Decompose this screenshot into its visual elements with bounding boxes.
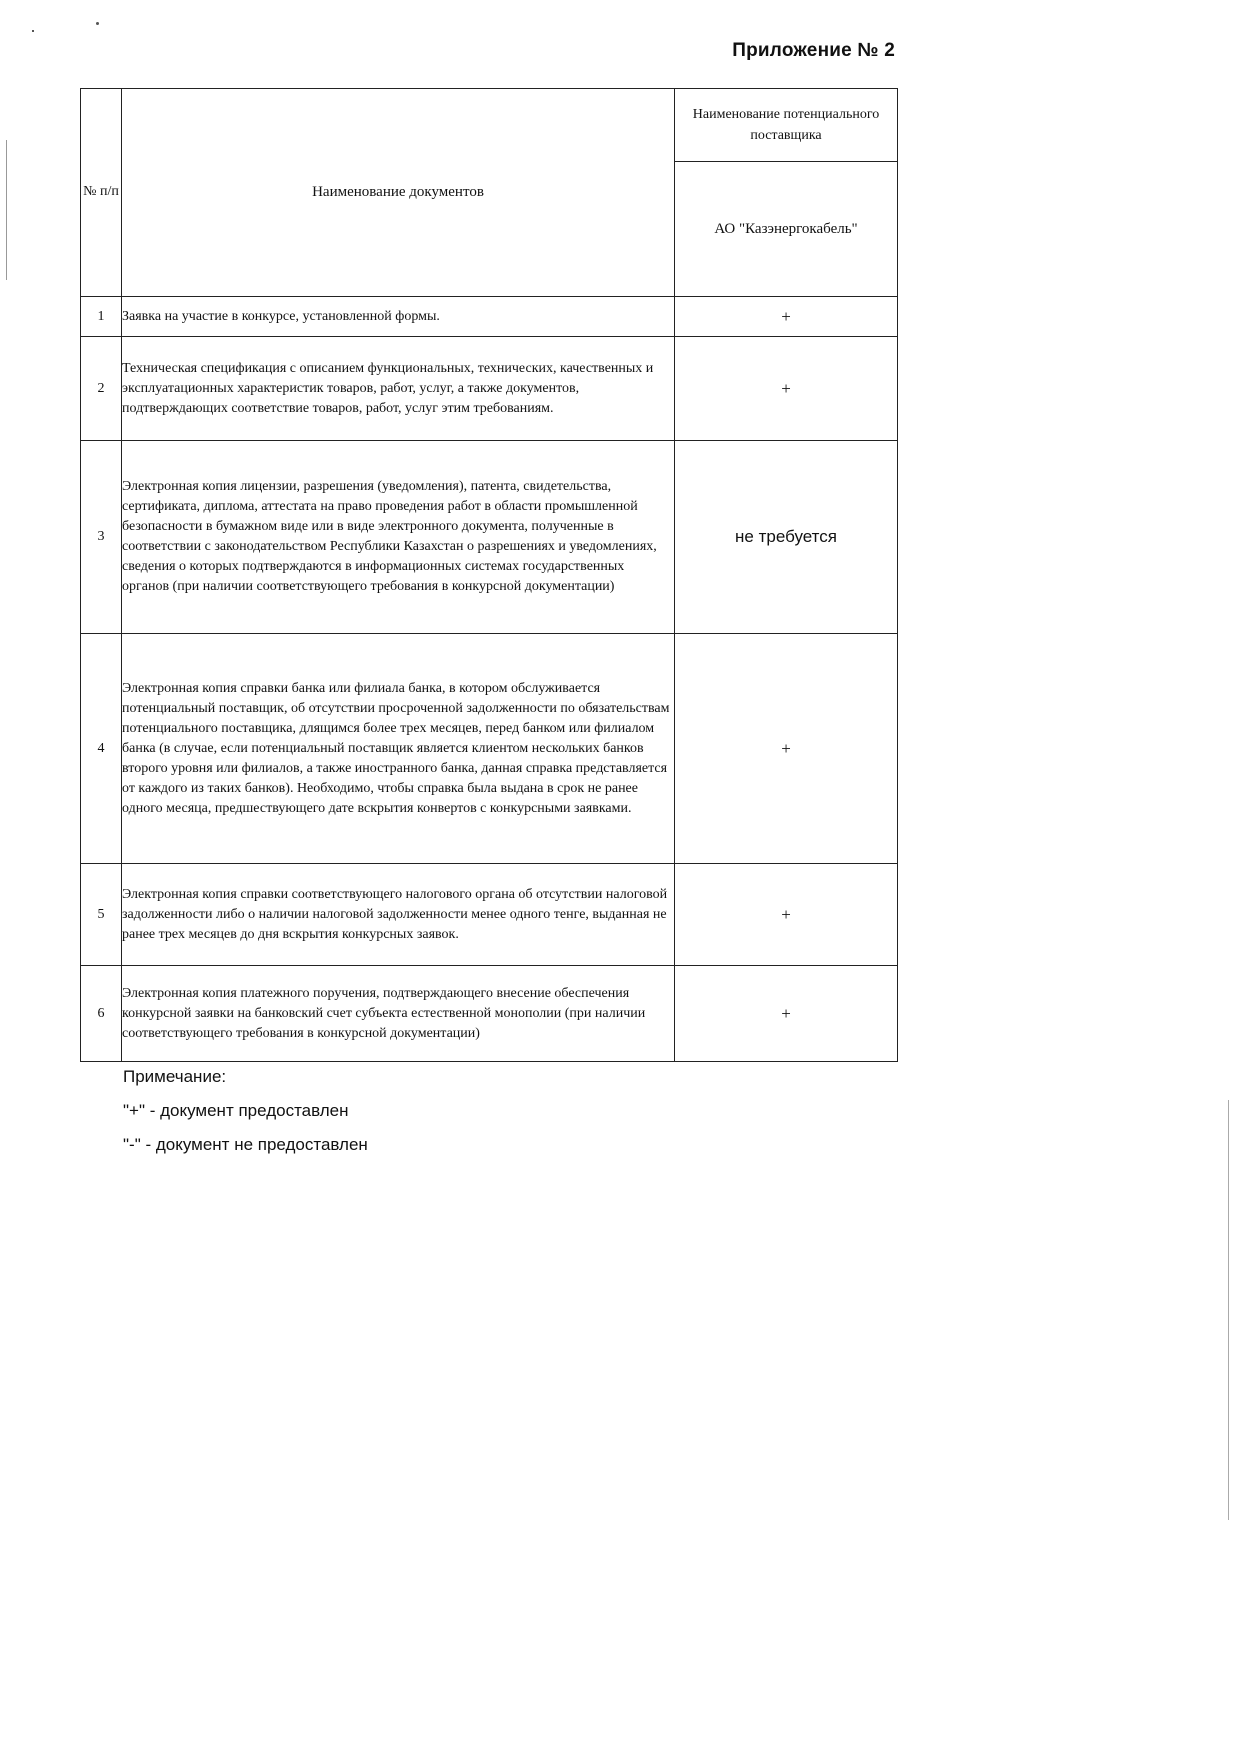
scan-edge-line xyxy=(6,140,7,280)
row-number: 4 xyxy=(81,634,122,864)
notes-block xyxy=(123,1068,368,1170)
document-name: Электронная копия лицензии, разрешения (уведомления), патента, свидетельства, сертификата, диплома, аттестата на право проведения работ в области промышленной безопасности в бумажном виде или в виде электронного документа, полученные в соответствии с законодательством Республики Казахстан о разрешениях и уведомлениях, сведения о которых подтверждаются в информационных системах государственных органов (при наличии соответствующего требования в конкурсной документации) xyxy=(122,441,675,634)
document-status: + xyxy=(675,966,898,1062)
scan-speck xyxy=(96,22,99,25)
document-name: Заявка на участие в конкурсе, установленной формы. xyxy=(122,297,675,337)
note-plus: "+" - документ предоставлен xyxy=(123,1101,349,1120)
scan-edge-line xyxy=(1228,1100,1229,1520)
table-row xyxy=(81,297,898,337)
row-number: 6 xyxy=(81,966,122,1062)
document-status: + xyxy=(675,634,898,864)
scan-speck xyxy=(32,30,34,32)
table-row xyxy=(81,441,898,634)
row-number: 3 xyxy=(81,441,122,634)
documents-table xyxy=(80,88,898,1062)
document-status: + xyxy=(675,864,898,966)
document-name: Электронная копия справки банка или филиала банка, в котором обслуживается потенциальный поставщик, об отсутствии просроченной задолженности по обязательствам потенциального поставщика, длящимся более трех месяцев, перед банком или филиалом банка (в случае, если потенциальный поставщик является клиентом нескольких банков второго уровня или филиалов, а также иностранного банка, данная справка представляется от каждого из таких банков). Необходимо, чтобы справка была выдана в срок не ранее одного месяца, предшествующего дате вскрытия конвертов с конкурсными заявками. xyxy=(122,634,675,864)
table-row xyxy=(81,337,898,441)
document-name: Техническая спецификация с описанием функциональных, технических, качественных и эксплуатационных характеристик товаров, работ, услуг, а также документов, подтверждающих соответствие товаров, работ, услуг этим требованиям. xyxy=(122,337,675,441)
page-title: Приложение № 2 xyxy=(732,40,895,61)
document-status: + xyxy=(675,297,898,337)
table-row xyxy=(81,864,898,966)
note-minus: "-" - документ не предоставлен xyxy=(123,1135,368,1154)
row-number: 1 xyxy=(81,297,122,337)
table-row xyxy=(81,634,898,864)
document-name: Электронная копия платежного поручения, подтверждающего внесение обеспечения конкурсной заявки на банковский счет субъекта естественной монополии (при наличии соответствующего требования в конкурсной документации) xyxy=(122,966,675,1062)
document-name: Электронная копия справки соответствующего налогового органа об отсутствии налоговой задолженности либо о наличии налоговой задолженности менее одного тенге, выданная не ранее трех месяцев до дня вскрытия конкурсных заявок. xyxy=(122,864,675,966)
column-header-number: № п/п xyxy=(81,89,122,297)
supplier-name: АО "Казэнергокабель" xyxy=(675,162,898,297)
column-header-documents: Наименование документов xyxy=(122,89,675,297)
row-number: 5 xyxy=(81,864,122,966)
table-row xyxy=(81,966,898,1062)
column-header-supplier: Наименование потенциального поставщика xyxy=(675,89,898,162)
notes-title: Примечание: xyxy=(123,1067,227,1086)
document-status: + xyxy=(675,337,898,441)
row-number: 2 xyxy=(81,337,122,441)
document-status: не требуется xyxy=(675,441,898,634)
